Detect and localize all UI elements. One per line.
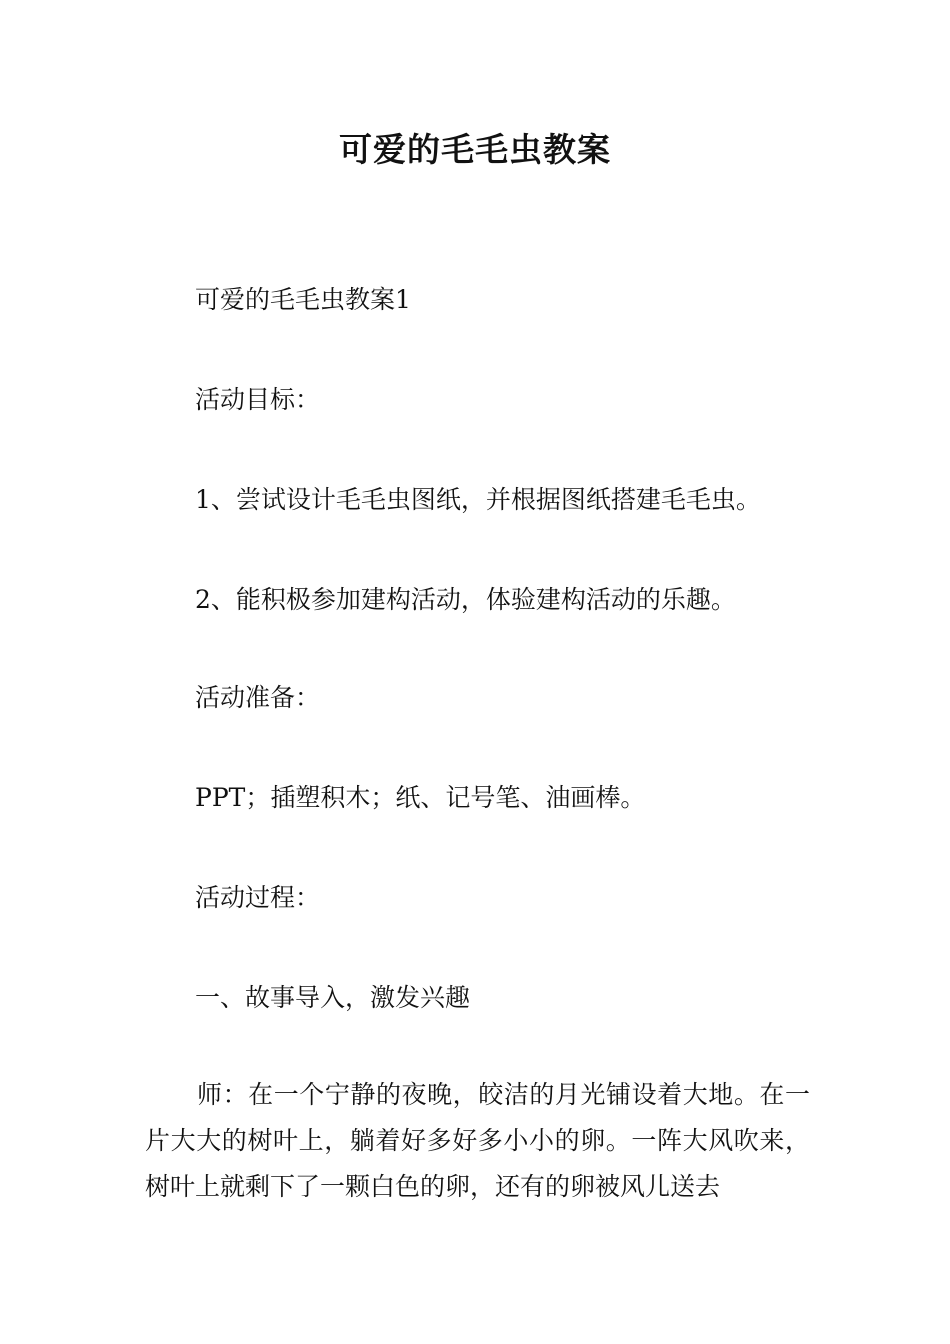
process-step-1: 一、故事导入，激发兴趣 bbox=[195, 983, 471, 1012]
objective-item-1: 1、尝试设计毛毛虫图纸，并根据图纸搭建毛毛虫。 bbox=[195, 485, 761, 514]
preparation-text: PPT；插塑积木；纸、记号笔、油画棒。 bbox=[195, 783, 646, 812]
subheading-objectives: 活动目标： bbox=[195, 385, 321, 414]
story-paragraph: 师：在一个宁静的夜晚，皎洁的月光铺设着大地。在一片大大的树叶上，躺着好多好多小小的卵。一阵大风吹来，树叶上就剩下了一颗白色的卵，还有的卵被风儿送去 bbox=[145, 1080, 810, 1201]
section-heading: 可爱的毛毛虫教案1 bbox=[195, 285, 411, 314]
subheading-process: 活动过程： bbox=[195, 883, 321, 912]
document-title: 可爱的毛毛虫教案 bbox=[339, 130, 611, 169]
subheading-preparation: 活动准备： bbox=[195, 683, 321, 712]
objective-item-2: 2、能积极参加建构活动，体验建构活动的乐趣。 bbox=[195, 585, 736, 614]
